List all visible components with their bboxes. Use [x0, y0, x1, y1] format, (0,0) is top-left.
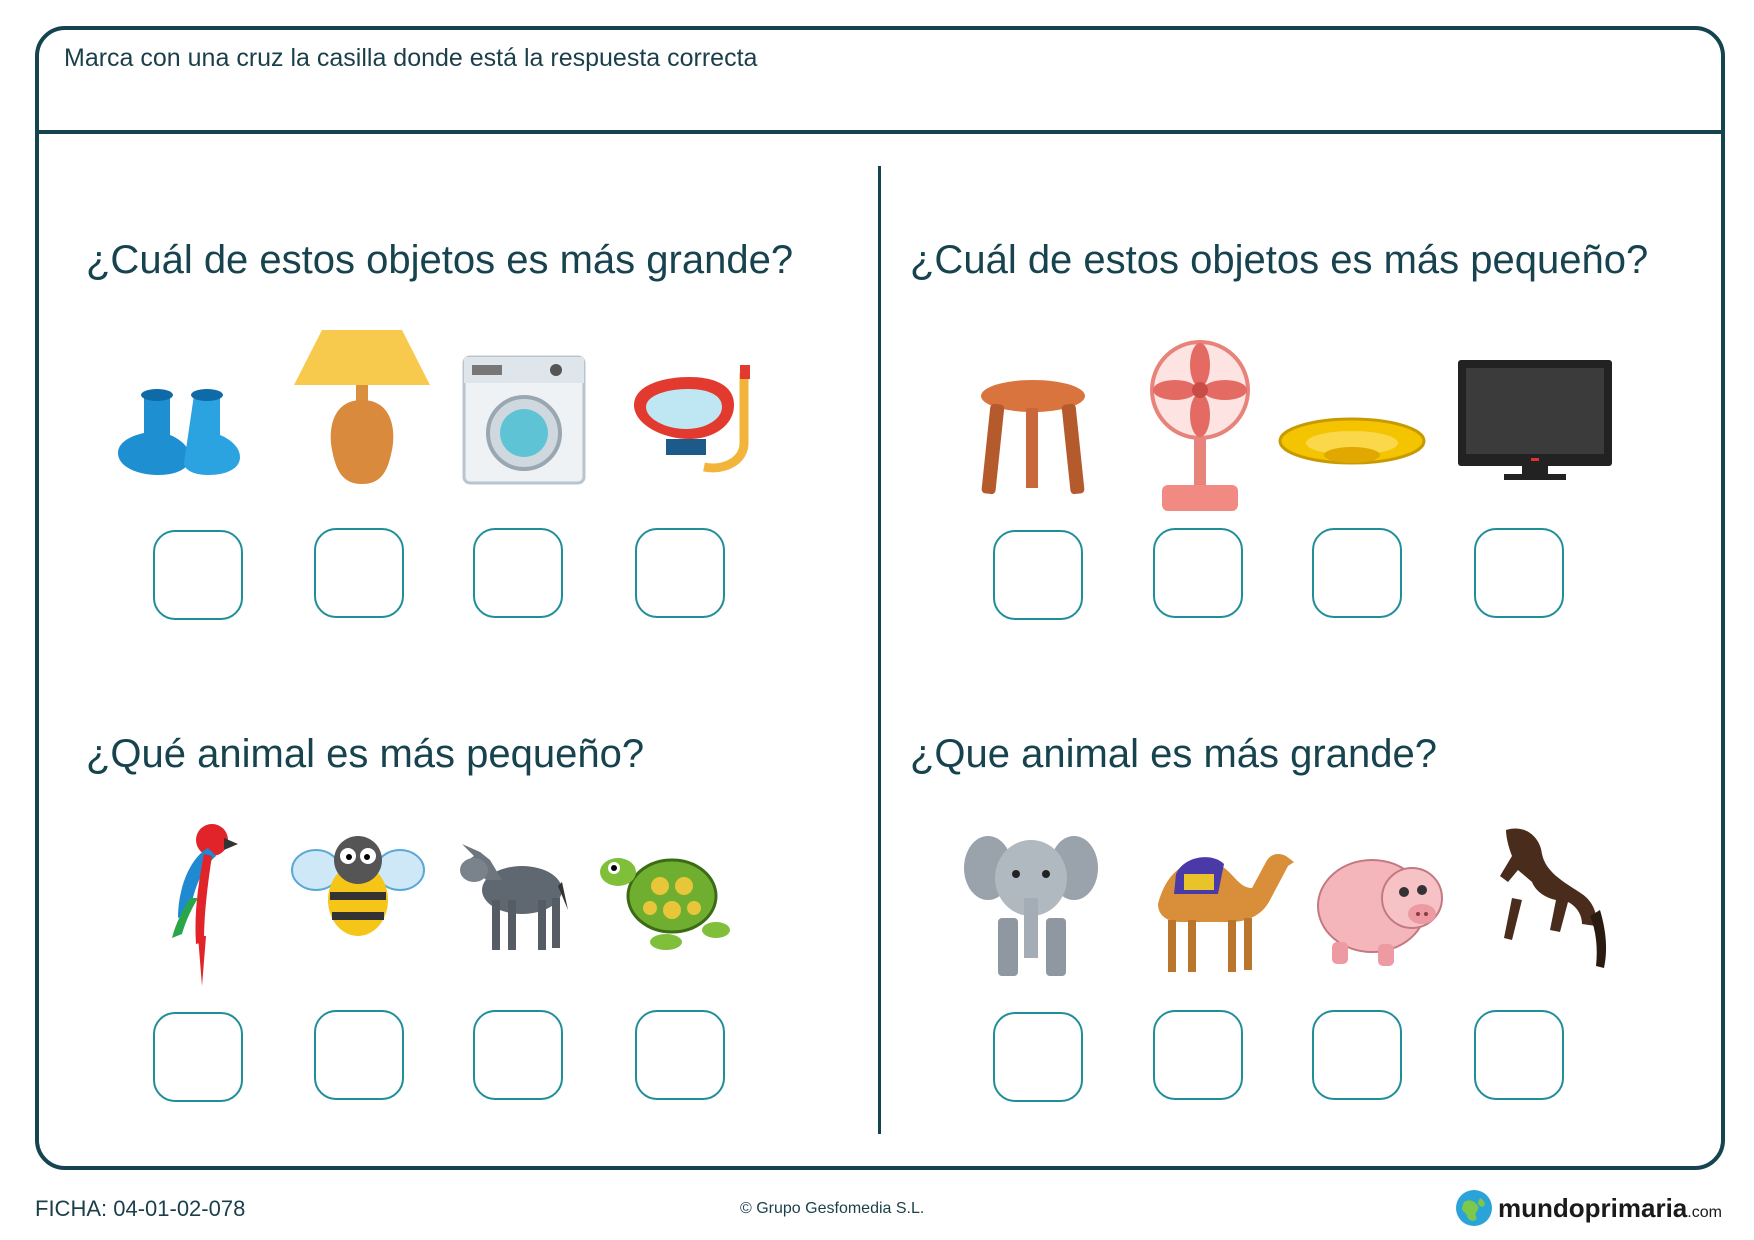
question-1-title: ¿Cuál de estos objetos es más grande? — [86, 238, 794, 282]
donkey-icon — [450, 830, 570, 960]
q1-option-1-checkbox[interactable] — [153, 530, 243, 620]
fan-icon — [1150, 340, 1250, 515]
turtle-icon — [596, 838, 730, 956]
q1-option-4-checkbox[interactable] — [635, 528, 725, 618]
instruction-text: Marca con una cruz la casilla donde está la respuesta correcta — [64, 44, 758, 72]
q3-option-2-checkbox[interactable] — [314, 1010, 404, 1100]
worksheet-code: FICHA: 04-01-02-078 — [35, 1196, 246, 1221]
pig-icon — [1312, 836, 1448, 968]
question-3-title: ¿Qué animal es más pequeño? — [86, 732, 645, 776]
globe-icon — [1454, 1188, 1494, 1228]
q4-option-2-checkbox[interactable] — [1153, 1010, 1243, 1100]
q3-option-1-checkbox[interactable] — [153, 1012, 243, 1102]
question-2-title: ¿Cuál de estos objetos es más pequeño? — [910, 238, 1649, 282]
brand-logo[interactable] — [1454, 1188, 1722, 1228]
q2-option-4-checkbox[interactable] — [1474, 528, 1564, 618]
q4-option-4-checkbox[interactable] — [1474, 1010, 1564, 1100]
elephant-icon — [964, 828, 1098, 980]
question-4-title: ¿Que animal es más grande? — [910, 732, 1437, 776]
q2-option-1-checkbox[interactable] — [993, 530, 1083, 620]
bee-icon — [290, 830, 426, 942]
camel-icon — [1140, 834, 1296, 976]
q1-option-3-checkbox[interactable] — [473, 528, 563, 618]
copyright-text: © Grupo Gesfomedia S.L. — [740, 1200, 925, 1217]
logo-text: mundoprimaria.com — [1498, 1192, 1722, 1223]
television-icon — [1456, 358, 1614, 484]
q4-option-1-checkbox[interactable] — [993, 1012, 1083, 1102]
horse-icon — [1482, 820, 1608, 972]
plate-icon — [1278, 415, 1426, 475]
q3-option-3-checkbox[interactable] — [473, 1010, 563, 1100]
stool-icon — [978, 378, 1088, 498]
q4-option-3-checkbox[interactable] — [1312, 1010, 1402, 1100]
q2-option-2-checkbox[interactable] — [1153, 528, 1243, 618]
q2-option-3-checkbox[interactable] — [1312, 528, 1402, 618]
snorkel-mask-icon — [626, 365, 766, 475]
boots-icon — [114, 355, 254, 495]
header-divider — [35, 130, 1725, 134]
q1-option-2-checkbox[interactable] — [314, 528, 404, 618]
q3-option-4-checkbox[interactable] — [635, 1010, 725, 1100]
parrot-icon — [160, 818, 240, 988]
washing-machine-icon — [462, 355, 586, 485]
center-divider — [878, 166, 881, 1134]
lamp-icon — [292, 320, 432, 490]
